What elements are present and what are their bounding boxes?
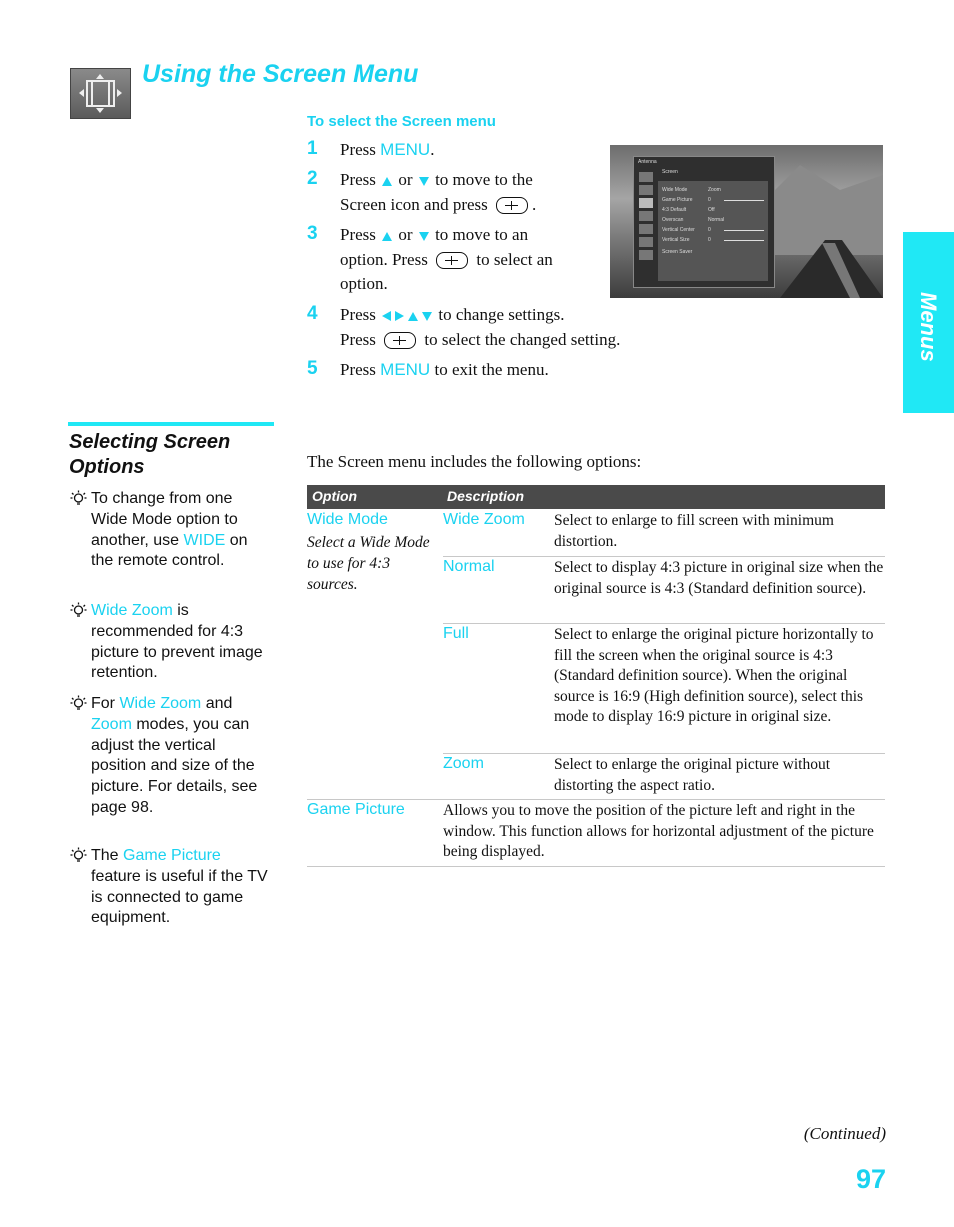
menu-key: MENU: [380, 360, 431, 379]
step-number: 5: [307, 358, 318, 379]
option-wide-zoom: Wide Zoom: [443, 511, 525, 528]
wide-mode-note: Select a Wide Mode to use for 4:3 sources.: [307, 534, 430, 593]
step-4: Press to change settings. Press to select the changed setting.: [340, 305, 621, 349]
screen-menu-icon: [70, 68, 131, 119]
desc-full: Select to enlarge the original picture horizontally to fill the screen when the original source is 4:3 (Standard definition source). When the original source is 16:9 (High definition source), select this mode to display 16:9 picture in original size.: [554, 626, 874, 726]
desc-wide-zoom: Select to enlarge to fill screen with minimum distortion.: [554, 512, 834, 550]
step-number: 4: [307, 303, 318, 324]
osd-menu: Antenna Screen Wide Mode Zoom Game Picture 0 4:3 Default Off Overscan Normal Vertical Center 0 Vertical Size 0 Screen Saver: [633, 156, 775, 288]
row-divider: [443, 753, 885, 754]
right-arrow-icon: [395, 311, 404, 321]
select-heading: To select the Screen menu: [307, 113, 496, 130]
section-tab: [903, 232, 954, 413]
step-2: Press or to move to the Screen icon and press .: [340, 170, 537, 214]
step-5: Press MENU to exit the menu.: [340, 360, 549, 379]
table-bottom-rule: [307, 866, 885, 867]
tip-2: Wide Zoom is recommended for 4:3 picture to prevent image retention.: [70, 601, 270, 684]
tip-3: For Wide Zoom and Zoom modes, you can adjust the vertical position and size of the picture. For details, see page 98.: [70, 694, 270, 819]
up-arrow-icon: [382, 177, 392, 186]
option-normal: Normal: [443, 558, 495, 575]
section-tab-label: Menus: [916, 292, 941, 362]
up-arrow-icon: [382, 232, 392, 241]
lightbulb-icon: [70, 695, 87, 712]
down-arrow-icon: [419, 232, 429, 241]
screen-menu-screenshot: [610, 145, 883, 298]
desc-zoom: Select to enlarge the original picture without distorting the aspect ratio.: [554, 756, 831, 794]
header-option: Option: [312, 488, 358, 504]
select-button-icon: [384, 332, 416, 349]
page-number: 97: [855, 1164, 886, 1194]
step-number: 2: [307, 168, 318, 189]
option-wide-mode: Wide Mode: [307, 511, 388, 528]
left-arrow-icon: [382, 311, 391, 321]
up-arrow-icon: [408, 312, 418, 321]
option-zoom: Zoom: [443, 755, 484, 772]
menu-key: MENU: [380, 140, 431, 159]
section-rule: [68, 422, 274, 426]
row-divider: [443, 556, 885, 557]
select-button-icon: [496, 197, 528, 214]
step-number: 1: [307, 138, 318, 159]
lightbulb-icon: [70, 847, 87, 864]
lightbulb-icon: [70, 602, 87, 619]
header-description: Description: [447, 488, 525, 504]
lightbulb-icon: [70, 490, 87, 507]
option-full: Full: [443, 625, 469, 642]
option-game-picture: Game Picture: [307, 801, 405, 818]
tip-4: The Game Picture feature is useful if the TV is connected to game equipment.: [70, 846, 270, 929]
section-title: Selecting Screen Options: [69, 431, 231, 478]
table-intro: The Screen menu includes the following options:: [307, 452, 642, 471]
desc-normal: Select to display 4:3 picture in original size when the original source is 4:3 (Standard definition source).: [554, 559, 884, 597]
page-title: Using the Screen Menu: [142, 60, 419, 88]
row-divider: [307, 799, 885, 800]
continued-note: (Continued): [803, 1124, 886, 1143]
tip-1: To change from one Wide Mode option to another, use WIDE on the remote control.: [70, 489, 270, 572]
select-button-icon: [436, 252, 468, 269]
down-arrow-icon: [422, 312, 432, 321]
down-arrow-icon: [419, 177, 429, 186]
step-1: Press MENU.: [340, 140, 435, 159]
table-header: [307, 485, 885, 509]
row-divider: [443, 623, 885, 624]
desc-game-picture: Allows you to move the position of the picture left and right in the window. This function allows for horizontal adjustment of the picture being displayed.: [443, 802, 874, 861]
step-3: Press or to move to an option. Press to select an option.: [340, 225, 553, 293]
step-number: 3: [307, 223, 318, 244]
